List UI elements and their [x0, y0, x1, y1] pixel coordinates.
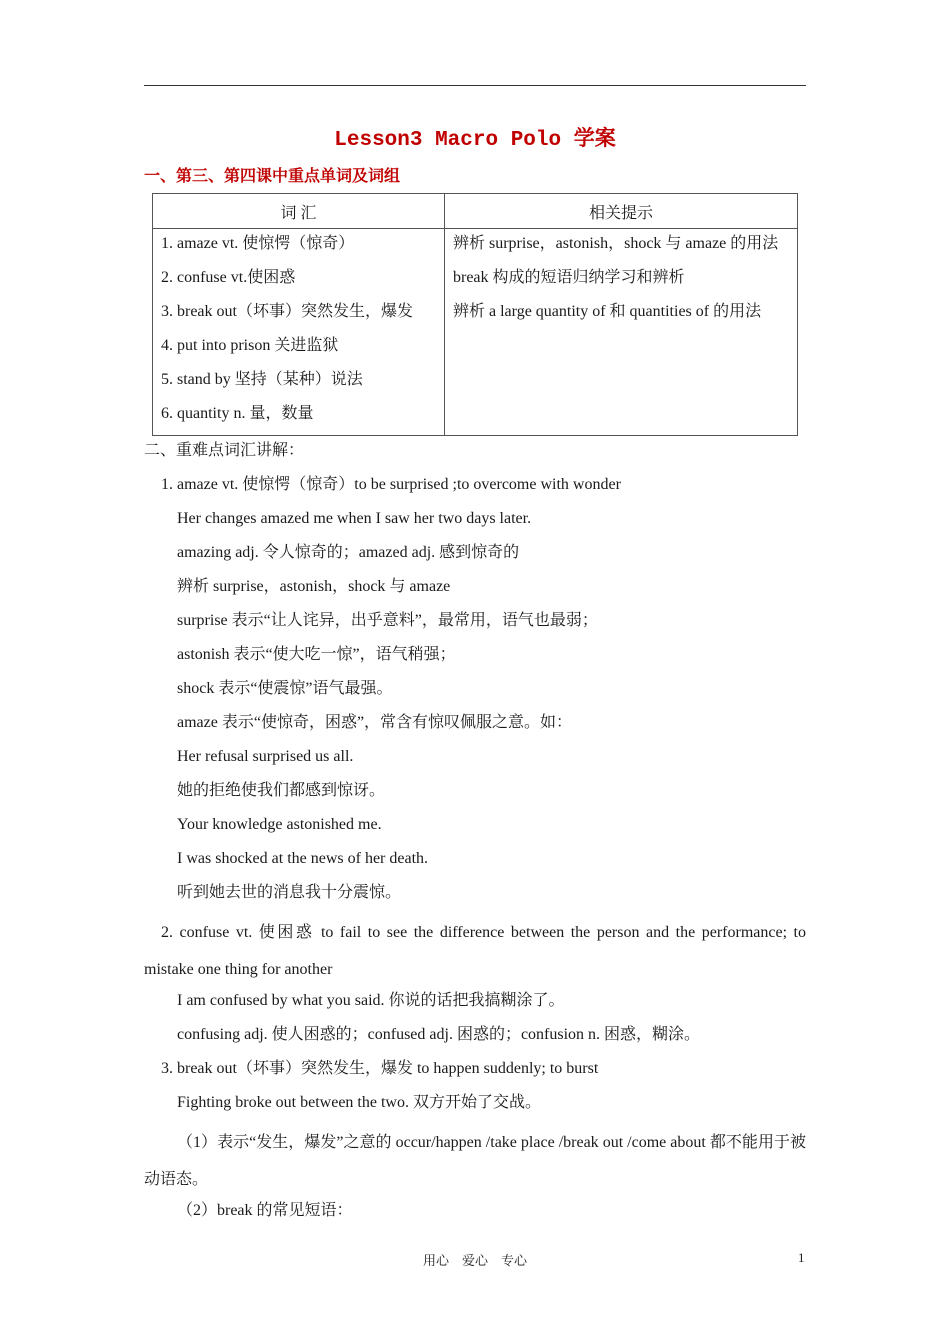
text-paragraph	[144, 1124, 806, 1198]
text-line: confusing adj. 使人困惑的；confused adj. 困惑的；confusion n. 困惑，糊涂。	[177, 1026, 701, 1043]
explanation-body	[144, 438, 806, 1232]
text-line: shock 表示“使震惊”语气最强。	[177, 680, 393, 697]
text-line: 听到她去世的消息我十分震惊。	[177, 884, 402, 901]
section-heading-1: 一、第三、第四课中重点单词及词组	[144, 168, 401, 185]
vocab-item: 1. amaze vt. 使惊愕（惊奇）	[161, 235, 355, 252]
text-line: Fighting broke out between the two. 双方开始了交战。	[177, 1094, 541, 1111]
vocab-cell	[153, 229, 445, 436]
text-line: Her changes amazed me when I saw her two days later.	[177, 510, 532, 527]
text-line: Your knowledge astonished me.	[177, 816, 382, 833]
table-header-row	[153, 194, 798, 229]
text-line: amazing adj. 令人惊奇的；amazed adj. 感到惊奇的	[177, 544, 520, 561]
text-line: Her refusal surprised us all.	[177, 748, 354, 765]
vocab-item: 4. put into prison 关进监狱	[161, 337, 339, 354]
text-line: 1. amaze vt. 使惊愕（惊奇）to be surprised ;to overcome with wonder	[161, 476, 621, 493]
hint-item: 辨析 surprise，astonish，shock 与 amaze 的用法	[453, 235, 779, 252]
text-line: 她的拒绝使我们都感到惊讶。	[177, 782, 386, 799]
hint-item: 辨析 a large quantity of 和 quantities of 的用法	[453, 303, 762, 320]
table-row	[153, 229, 798, 436]
vocab-table	[152, 193, 798, 436]
text-line: （2）break 的常见短语：	[177, 1202, 353, 1219]
vocab-item: 5. stand by 坚持（某种）说法	[161, 371, 363, 388]
text-line: I am confused by what you said. 你说的话把我搞糊涂了。	[177, 992, 565, 1009]
text-line: astonish 表示“使大吃一惊”，语气稍强；	[177, 646, 456, 663]
paragraph-text: （1）表示“发生，爆发”之意的 occur/happen /take place /break out /come about 都不能用于被动语态。	[144, 1134, 806, 1188]
vocab-item: 2. confuse vt.使困惑	[161, 269, 296, 286]
footer-motto: 用心 爱心 专心	[422, 1253, 527, 1268]
page-title: Lesson3 Macro Polo 学案	[334, 129, 616, 152]
text-line: 3. break out（坏事）突然发生，爆发 to happen suddenly; to burst	[161, 1060, 599, 1077]
text-paragraph	[144, 914, 806, 988]
hints-cell	[445, 229, 798, 436]
text-line: surprise 表示“让人诧异，出乎意料”，最常用，语气也最弱；	[177, 612, 598, 629]
hint-item: break 构成的短语归纳学习和辨析	[453, 269, 685, 286]
header-rule	[144, 85, 806, 86]
paragraph-text: 2. confuse vt. 使困惑 to fail to see the difference between the person and the performance; to mistake one thing for another	[144, 924, 806, 978]
vocab-item: 6. quantity n. 量，数量	[161, 405, 314, 422]
text-line: I was shocked at the news of her death.	[177, 850, 429, 867]
header-hints: 相关提示	[445, 194, 798, 229]
vocab-item: 3. break out（坏事）突然发生，爆发	[161, 303, 413, 320]
text-line: 辨析 surprise，astonish，shock 与 amaze	[177, 578, 451, 595]
text-line: amaze 表示“使惊奇，困惑”，常含有惊叹佩服之意。如：	[177, 714, 573, 731]
page-number: 1	[798, 1250, 805, 1265]
section-heading-2: 二、重难点词汇讲解：	[144, 442, 305, 459]
header-vocab: 词 汇	[153, 194, 445, 229]
